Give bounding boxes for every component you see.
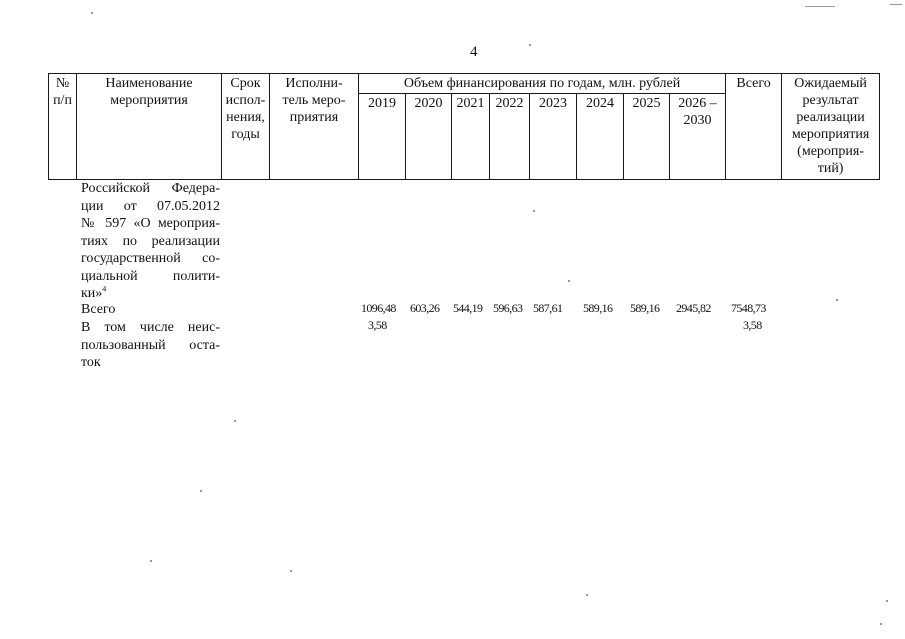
header-year-cell: 2020 bbox=[406, 94, 452, 180]
measure-name-line: ции от 07.05.2012 bbox=[81, 198, 220, 214]
scan-speck bbox=[533, 210, 535, 212]
header-year-cell: 2023 bbox=[530, 94, 577, 180]
header-year-cell: 2026 – 2030 bbox=[670, 94, 726, 180]
unused-balance-label bbox=[81, 319, 220, 372]
unused-value-total: 3,58 bbox=[743, 318, 762, 332]
header-year-cell: 2024 bbox=[577, 94, 624, 180]
header-name-cell: Наименование мероприятия bbox=[77, 74, 222, 180]
total-value-all: 7548,73 bbox=[731, 301, 766, 315]
header-funding-group-cell: Объем финансирования по годам, млн. рублей bbox=[359, 74, 726, 94]
scan-speck bbox=[290, 570, 292, 572]
scan-speck bbox=[91, 12, 93, 14]
total-value-2024: 589,16 bbox=[583, 301, 613, 315]
scan-speck bbox=[568, 280, 570, 282]
total-value-2022: 596,63 bbox=[493, 301, 523, 315]
total-value-2026-2030: 2945,82 bbox=[676, 301, 711, 315]
measure-name-line: Российской Федера- bbox=[81, 181, 220, 196]
header-year-cell: 2022 bbox=[490, 94, 530, 180]
total-row-label: Всего bbox=[81, 302, 116, 317]
scan-artifact-line bbox=[890, 4, 902, 5]
scan-speck bbox=[880, 623, 882, 625]
unused-label-line: В том числе неис- bbox=[81, 320, 220, 335]
header-executor-cell: Исполни- тель меро- приятия bbox=[270, 74, 359, 180]
header-year-cell: 2025 bbox=[624, 94, 670, 180]
measure-name-last-line bbox=[81, 285, 220, 303]
total-value-2020: 603,26 bbox=[410, 301, 440, 315]
unused-value-2019: 3,58 bbox=[368, 318, 387, 332]
page-number: 4 bbox=[470, 44, 478, 60]
unused-label-line: пользованный оста- bbox=[81, 337, 220, 353]
measure-name-line: тиях по реализации bbox=[81, 233, 220, 249]
scan-speck bbox=[200, 490, 202, 492]
scan-speck bbox=[234, 420, 236, 422]
total-value-2019: 1096,48 bbox=[361, 301, 396, 315]
continued-measure-name bbox=[81, 180, 220, 303]
measure-name-last-text: ки» bbox=[81, 286, 103, 301]
total-value-2023: 587,61 bbox=[533, 301, 563, 315]
total-value-2025: 589,16 bbox=[630, 301, 660, 315]
scan-speck bbox=[150, 560, 152, 562]
header-year-cell: 2019 bbox=[359, 94, 406, 180]
scan-speck bbox=[586, 594, 588, 596]
header-number-cell: № п/п bbox=[49, 74, 77, 180]
total-value-2021: 544,19 bbox=[453, 301, 483, 315]
measure-name-line: государственной со- bbox=[81, 251, 220, 266]
scan-speck bbox=[836, 299, 838, 301]
header-total-cell: Всего bbox=[726, 74, 782, 180]
measure-name-line: циальной полити- bbox=[81, 268, 220, 284]
financing-table-header bbox=[48, 73, 880, 180]
scan-speck bbox=[529, 44, 531, 46]
scan-speck bbox=[886, 600, 888, 602]
header-term-cell: Срок испол- нения, годы bbox=[222, 74, 270, 180]
unused-label-last-line: ток bbox=[81, 355, 101, 370]
footnote-marker: 4 bbox=[102, 284, 107, 294]
scan-artifact-line bbox=[805, 6, 835, 7]
header-year-cell: 2021 bbox=[452, 94, 490, 180]
measure-name-line: № 597 «О мероприя- bbox=[81, 216, 220, 231]
header-result-cell: Ожидаемый результат реализации мероприятия (мероприя- тий) bbox=[782, 74, 880, 180]
